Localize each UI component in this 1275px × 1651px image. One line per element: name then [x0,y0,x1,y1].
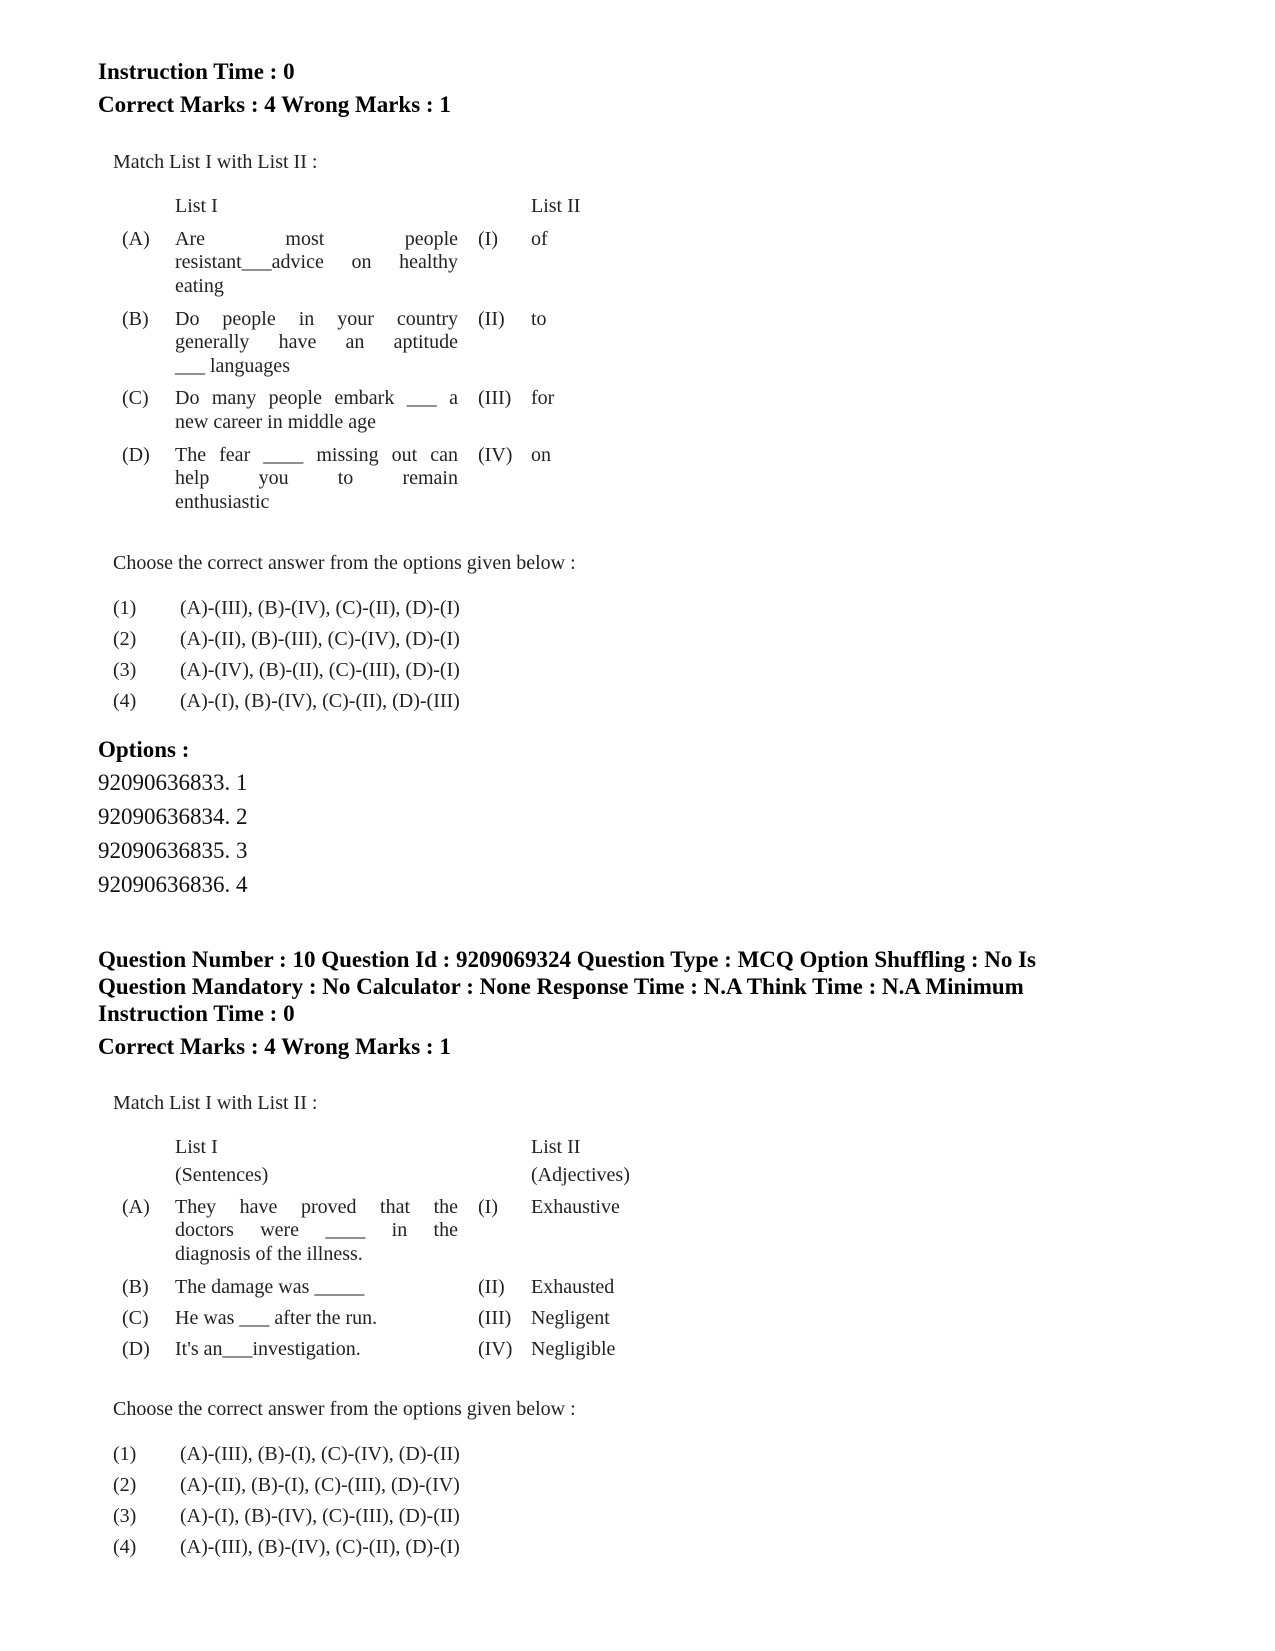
q9-answer-1-text: (A)-(III), (B)-(IV), (C)-(II), (D)-(I) [180,597,460,619]
q10-row-c-line1: He was ___ after the run. [175,1307,378,1329]
q10-row-a-key: (A) [122,1196,150,1218]
q10-marks: Correct Marks : 4 Wrong Marks : 1 [98,1034,451,1059]
q9-row-d-key: (D) [122,444,150,466]
q10-answer-3-text: (A)-(I), (B)-(IV), (C)-(III), (D)-(II) [180,1505,460,1527]
q9-intro: Match List I with List II : [113,151,318,173]
q9-choose-text: Choose the correct answer from the options given below : [113,552,576,574]
q9-option-4[interactable]: 92090636836. 4 [98,872,248,897]
q10-list2-sub: (Adjectives) [531,1164,630,1186]
q10-row-b-line1: The damage was _____ [175,1276,365,1298]
q9-row-a-val: of [531,228,548,250]
q10-answer-4-text: (A)-(III), (B)-(IV), (C)-(II), (D)-(I) [180,1536,460,1558]
q10-answer-1-text: (A)-(III), (B)-(I), (C)-(IV), (D)-(II) [180,1443,460,1465]
q10-row-d-line1: It's an___investigation. [175,1338,361,1360]
q9-row-c-val: for [531,387,555,409]
q10-answer-3-num: (3) [113,1505,137,1527]
q10-intro: Match List I with List II : [113,1092,318,1114]
q9-row-c-key: (C) [122,387,149,409]
q9-row-a-line2: resistant___advice on healthy [175,251,458,273]
q10-list1-sub: (Sentences) [175,1164,269,1186]
q10-row-b-val: Exhausted [531,1276,615,1298]
q10-header-line1: Question Number : 10 Question Id : 9209069324 Question Type : MCQ Option Shuffling : No Is [98,947,1037,972]
q9-row-c-num: (III) [478,387,512,409]
q10-row-c-val: Negligent [531,1307,610,1329]
q9-option-3[interactable]: 92090636835. 3 [98,838,248,863]
q10-choose-text: Choose the correct answer from the options given below : [113,1398,576,1420]
q10-row-b-num: (II) [478,1276,505,1298]
q9-marks: Correct Marks : 4 Wrong Marks : 1 [98,92,451,117]
q9-answer-3-text: (A)-(IV), (B)-(II), (C)-(III), (D)-(I) [180,659,460,681]
q9-row-b-val: to [531,308,547,330]
q10-row-a-line1: They have proved that the [175,1196,458,1218]
q10-row-a-num: (I) [478,1196,498,1218]
q9-option-2[interactable]: 92090636834. 2 [98,804,248,829]
q9-list2-header: List II [531,195,581,217]
q9-row-d-num: (IV) [478,444,513,466]
q9-row-d-line2: help you to remain [175,467,458,489]
q9-options-title: Options : [98,737,190,762]
q10-answer-4-num: (4) [113,1536,137,1558]
q9-row-a-line1: Are most people [175,228,458,250]
q10-row-d-key: (D) [122,1338,150,1360]
q9-row-c-line1: Do many people embark ___ a [175,387,458,409]
q10-row-a-val: Exhaustive [531,1196,620,1218]
q9-instruction-time: Instruction Time : 0 [98,59,295,84]
q9-answer-3-num: (3) [113,659,137,681]
q9-answer-2-text: (A)-(II), (B)-(III), (C)-(IV), (D)-(I) [180,628,460,650]
q9-row-d-line3: enthusiastic [175,491,270,513]
q10-row-b-key: (B) [122,1276,149,1298]
q10-row-d-val: Negligible [531,1338,616,1360]
q10-answer-2-text: (A)-(II), (B)-(I), (C)-(III), (D)-(IV) [180,1474,460,1496]
q9-answer-2-num: (2) [113,628,137,650]
q9-row-d-line1: The fear ____ missing out can [175,444,458,466]
q10-answer-2-num: (2) [113,1474,137,1496]
q10-row-c-num: (III) [478,1307,512,1329]
q10-row-c-key: (C) [122,1307,149,1329]
q10-list2-header: List II [531,1136,581,1158]
q9-answer-4-num: (4) [113,690,137,712]
q10-header-line2: Question Mandatory : No Calculator : None Response Time : N.A Think Time : N.A Minimum [98,974,1024,999]
q10-list1-header: List I [175,1136,218,1158]
q10-row-d-num: (IV) [478,1338,513,1360]
q9-row-b-line1: Do people in your country [175,308,458,330]
q10-answer-1-num: (1) [113,1443,137,1465]
q9-answer-4-text: (A)-(I), (B)-(IV), (C)-(II), (D)-(III) [180,690,460,712]
q9-answer-1-num: (1) [113,597,137,619]
q9-row-a-num: (I) [478,228,498,250]
q9-row-b-line3: ___ languages [175,355,290,377]
q9-row-a-line3: eating [175,275,224,297]
q9-row-b-num: (II) [478,308,505,330]
q10-row-a-line2: doctors were ____ in the [175,1219,458,1241]
q9-row-b-line2: generally have an aptitude [175,331,458,353]
q10-row-a-line3: diagnosis of the illness. [175,1243,363,1265]
q9-row-a-key: (A) [122,228,150,250]
q9-row-c-line2: new career in middle age [175,411,377,433]
q9-list1-header: List I [175,195,218,217]
q9-option-1[interactable]: 92090636833. 1 [98,770,248,795]
q9-row-b-key: (B) [122,308,149,330]
q10-header-line3: Instruction Time : 0 [98,1001,295,1026]
q9-row-d-val: on [531,444,551,466]
